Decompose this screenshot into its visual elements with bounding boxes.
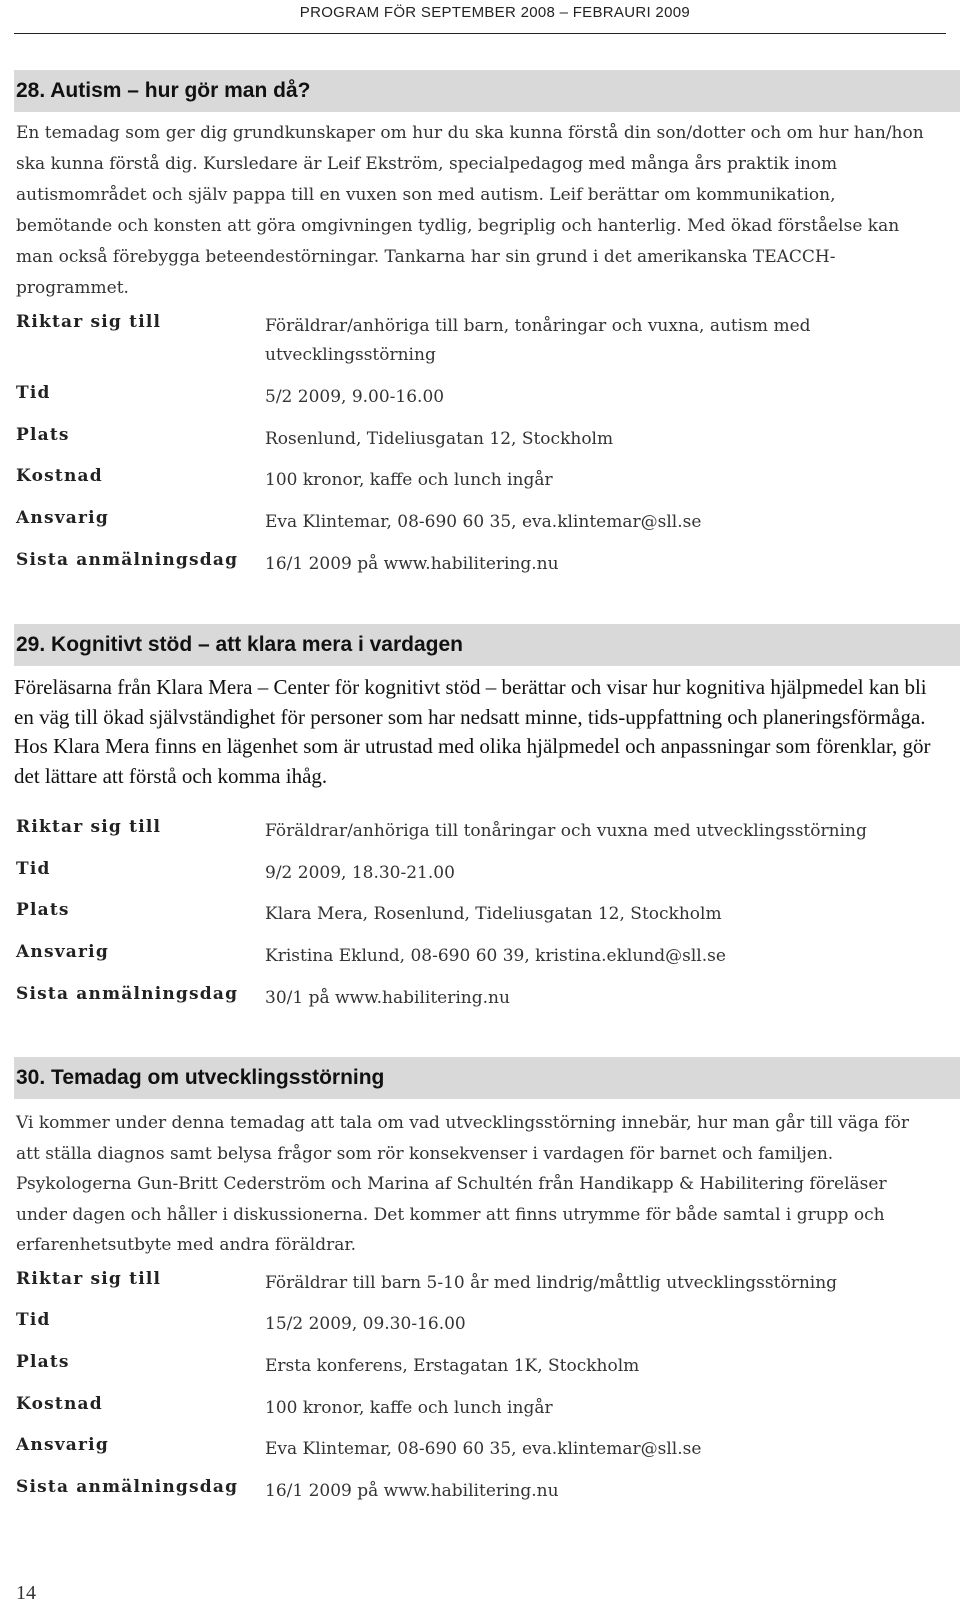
page-number: 14 <box>16 1582 36 1604</box>
page-header-title: PROGRAM FÖR SEPTEMBER 2008 – FEBRAURI 2009 <box>299 4 690 21</box>
section-title: Temadag om utvecklingsstörning <box>51 1066 385 1089</box>
row-value: Kristina Eklund, 08-690 60 39, kristina.eklund@sll.se <box>265 946 726 966</box>
section-30-heading <box>14 1057 960 1099</box>
row-label: Sista anmälningsdag <box>16 550 239 570</box>
section-28-heading <box>14 70 960 112</box>
row-label: Ansvarig <box>16 508 109 528</box>
row-label: Riktar sig till <box>16 817 162 837</box>
row-label: Plats <box>16 425 70 445</box>
row-label: Plats <box>16 1352 70 1372</box>
row-label: Riktar sig till <box>16 312 162 332</box>
row-label: Sista anmälningsdag <box>16 1477 239 1497</box>
row-label: Riktar sig till <box>16 1269 162 1289</box>
section-title: Kognitivt stöd – att klara mera i vardagen <box>51 633 463 656</box>
row-label: Kostnad <box>16 466 103 486</box>
row-value: 100 kronor, kaffe och lunch ingår <box>265 470 553 490</box>
section-29-heading <box>14 624 960 666</box>
row-value: Föräldrar/anhöriga till tonåringar och vuxna med utvecklingsstörning <box>265 821 867 841</box>
row-value: 9/2 2009, 18.30-21.00 <box>265 863 455 883</box>
row-value: Eva Klintemar, 08-690 60 35, eva.klintemar@sll.se <box>265 1439 702 1459</box>
section-29-description: Föreläsarna från Klara Mera – Center för kognitivt stöd – berättar och visar hur kognitiva hjälpmedel kan bli en väg till ökad självständighet för personer som har nedsatt minne, tids-uppfattning och planeringsförmåga. Hos Klara Mera finns en lägenhet som är utrustad med olika hjälpmedel och anpassningar som förenklar, gör det lättare att förstå och komma ihåg. <box>14 675 931 788</box>
row-value: Rosenlund, Tideliusgatan 12, Stockholm <box>265 429 614 449</box>
row-value: 100 kronor, kaffe och lunch ingår <box>265 1398 553 1418</box>
row-value: 15/2 2009, 09.30-16.00 <box>265 1314 466 1334</box>
row-value: Klara Mera, Rosenlund, Tideliusgatan 12, Stockholm <box>265 904 722 924</box>
section-28-description: En temadag som ger dig grundkunskaper om hur du ska kunna förstå din son/dotter och om hur han/hon ska kunna förstå dig. Kursledare är Leif Ekström, specialpedagog med många års praktik inom autismområdet och själv pappa till en vuxen son med autism. Leif berättar om kommunikation, bemötande och konsten att göra omgivningen tydlig, begriplig och hanterlig. Med ökad förståelse kan man också förebygga beteendestörningar. Tankarna har sin grund i det amerikanska TEACCH-programmet. <box>16 123 924 298</box>
row-label: Ansvarig <box>16 942 109 962</box>
row-value: Föräldrar till barn 5-10 år med lindrig/måttlig utvecklingsstörning <box>265 1273 838 1293</box>
section-30-description: Vi kommer under denna temadag att tala om vad utvecklingsstörning innebär, hur man går till väga för att ställa diagnos samt belysa frågor som rör konsekvenser i vardagen för barnet och familjen. Psykologerna Gun-Britt Cederström och Marina af Schultén från Handikapp & Habilitering föreläser under dagen och håller i diskussionerna. Det kommer att finns utrymme för både samtal i grupp och erfarenhetsutbyte med andra föräldrar. <box>16 1113 909 1255</box>
row-label: Plats <box>16 900 70 920</box>
row-label: Sista anmälningsdag <box>16 984 239 1004</box>
row-value: 16/1 2009 på www.habilitering.nu <box>265 554 559 574</box>
row-value: 16/1 2009 på www.habilitering.nu <box>265 1481 559 1501</box>
row-value: Föräldrar/anhöriga till barn, tonåringar och vuxna, autism med utvecklingsstörning <box>265 316 811 365</box>
row-value: Ersta konferens, Erstagatan 1K, Stockholm <box>265 1356 640 1376</box>
row-label: Tid <box>16 383 51 403</box>
row-label: Ansvarig <box>16 1435 109 1455</box>
section-title: Autism – hur gör man då? <box>50 79 311 102</box>
header-divider <box>14 33 946 34</box>
row-label: Tid <box>16 859 51 879</box>
row-value: 30/1 på www.habilitering.nu <box>265 988 510 1008</box>
row-label: Tid <box>16 1310 51 1330</box>
row-label: Kostnad <box>16 1394 103 1414</box>
row-value: 5/2 2009, 9.00-16.00 <box>265 387 445 407</box>
row-value: Eva Klintemar, 08-690 60 35, eva.klintemar@sll.se <box>265 512 702 532</box>
section-number: 28. <box>16 79 46 102</box>
section-number: 30. <box>16 1066 46 1089</box>
section-number: 29. <box>16 633 46 656</box>
